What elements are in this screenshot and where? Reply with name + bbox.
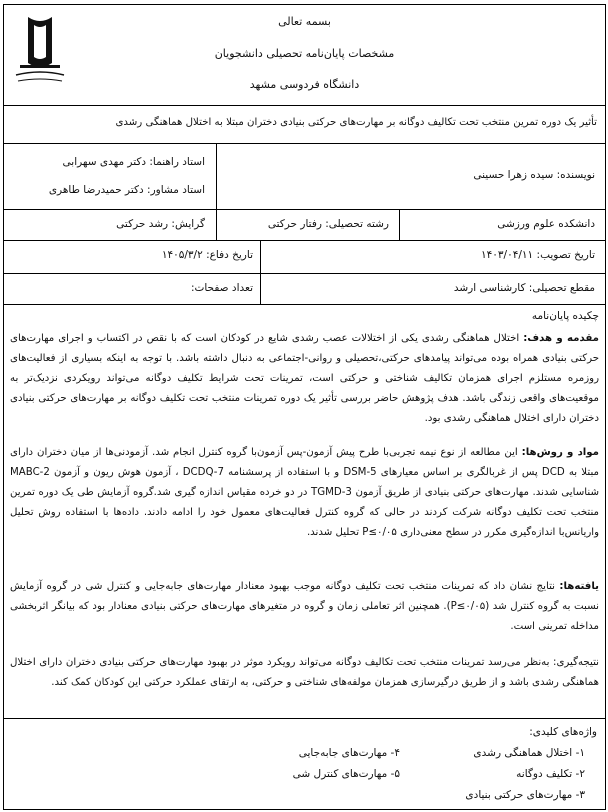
conclusion-paragraph: [10, 653, 599, 693]
advisor: استاد مشاور: دکتر حمیدرضا طاهری: [48, 184, 205, 196]
thesis-title: تأثیر یک دوره تمرین منتخب تحت تکالیف دوگانه بر مهارت‌های حرکتی بنیادی دختران مبتلا به اختلال هماهنگی رشدی: [115, 117, 597, 128]
findings-paragraph: [10, 577, 599, 637]
keywords-section: [4, 719, 605, 809]
degree: مقطع تحصیلی: کارشناسی ارشد: [453, 282, 595, 294]
faculty: دانشکده علوم ورزشی: [497, 218, 595, 230]
abstract-section: [4, 305, 605, 719]
people-section: [4, 144, 605, 210]
orientation: گرایش: رشد حرکتی: [116, 218, 205, 230]
methods-paragraph: [10, 443, 599, 543]
keyword-3: ۳- مهارت‌های حرکتی بنیادی: [465, 789, 585, 801]
intro-label: مقدمه و هدف:: [523, 333, 599, 344]
intro-paragraph: [10, 329, 599, 429]
methods-label: مواد و روش‌ها:: [521, 447, 599, 458]
field: رشته تحصیلی: رفتار حرکتی: [267, 218, 389, 230]
degree-section: [4, 274, 605, 305]
faculty-section: [4, 210, 605, 241]
keyword-1: ۱- اختلال هماهنگی رشدی: [473, 747, 585, 759]
dates-section: [4, 241, 605, 274]
keyword-4: ۴- مهارت‌های جابه‌جایی: [298, 747, 400, 759]
keywords-heading: واژه‌های کلیدی:: [529, 726, 597, 738]
findings-label: یافته‌ها:: [559, 581, 599, 592]
page-count: تعداد صفحات:: [190, 282, 253, 294]
methods-text: این مطالعه از نوع نیمه تجربی‌با طرح پیش آزمون-پس آزمون‌با گروه کنترل انجام شد. آزمودنی‌ها از میان دختران دارای مبتلا به DCD پس از غربالگری بر اساس معیارهای DSM-5 و با استفاده از پرسشنامه DCDQ-7 ، آزمون هوش ریون و آزمون MABC-2 شناسایی شدند. مهارت‌های حرکتی بنیادی از طریق آزمون TGMD-3 در دو خرده مقیاس اندازه گیری شد.گروه آزمایش طی یک دوره تمرین منتخب تحت تکلیف دوگانه شرکت کردند در حالی که گروه کنترل فعالیت‌های معمول خود را ادامه دادند. داده‌ها با استفاده روش تحلیل واریانس‌با اندازه‌گیری مکرر در سطح معنی‌داری P≤۰/۰۵ تحلیل شدند.: [10, 447, 599, 538]
approval-date: تاریخ تصویب: ۱۴۰۳/۰۴/۱۱: [481, 249, 595, 261]
supervisor: استاد راهنما: دکتر مهدی سهرابی: [62, 156, 205, 168]
title-section: [4, 106, 605, 144]
thesis-form: [3, 4, 606, 810]
intro-text: اختلال هماهنگی رشدی یکی از اختلالات عصب رشدی شایع در کودکان است که با نقص در اکتساب و اجرای مهارت‌های حرکتی بنیادی همراه بوده می‌تواند پیامدهای حرکتی،تحصیلی و روانی-اجتماعی به دنبال داشته باشد. با توجه به اینکه بسیاری از فعالیت‌های روزمره مستلزم اجرای همزمان تکالیف شناختی و حرکتی است، تمرینات تحت شرایط تکلیف دوگانه می‌تواند رویکردی نزدیک‌تر به موقعیت‌های واقعی زندگی باشد. هدف پژوهش حاضر بررسی تأثیر یک دوره تمرینات منتخب تحت تکلیف دوگانه بر مهارت‌های حرکتی بنیادی دختران دارای اختلال هماهنگی رشدی بود.: [10, 333, 599, 424]
form-title: مشخصات پایان‌نامه تحصیلی دانشجویان: [214, 47, 395, 60]
bismillah: بسمه تعالی: [278, 15, 331, 28]
defense-date: تاریخ دفاع: ۱۴۰۵/۳/۲: [161, 249, 253, 261]
keyword-5: ۵- مهارت‌های کنترل شی: [292, 768, 400, 780]
findings-text: نتایج نشان داد که تمرینات منتخب تحت تکلیف دوگانه موجب بهبود معنادار مهارت‌های جابه‌جایی و کنترل شی در گروه آزمایش نسبت به گروه کنترل شد (P≤۰/۰۵). همچنین اثر تعاملی زمان و گروه در متغیرهای مهارت‌های حرکتی بنیادی معنادار بود که بیانگر اثربخشی مداخله تمرینی است.: [10, 581, 599, 632]
conclusion-text: نتیجه‌گیری: به‌نظر می‌رسد تمرینات منتخب تحت تکالیف دوگانه می‌تواند رویکرد موثر در بهبود مهارت‌های حرکتی بنیادی دختران دارای اختلال هماهنگی رشدی باشد و از طریق درگیرسازی همزمان مولفه‌های شناختی و حرکتی، به ارتقای عملکرد حرکتی این کودکان کمک کند.: [10, 657, 599, 688]
header-section: [4, 5, 605, 106]
abstract-heading: چکیده پایان‌نامه: [531, 310, 599, 322]
author: نویسنده: سیده زهرا حسینی: [473, 169, 595, 181]
keyword-2: ۲- تکلیف دوگانه: [516, 768, 585, 780]
university-name: دانشگاه فردوسی مشهد: [249, 78, 360, 91]
